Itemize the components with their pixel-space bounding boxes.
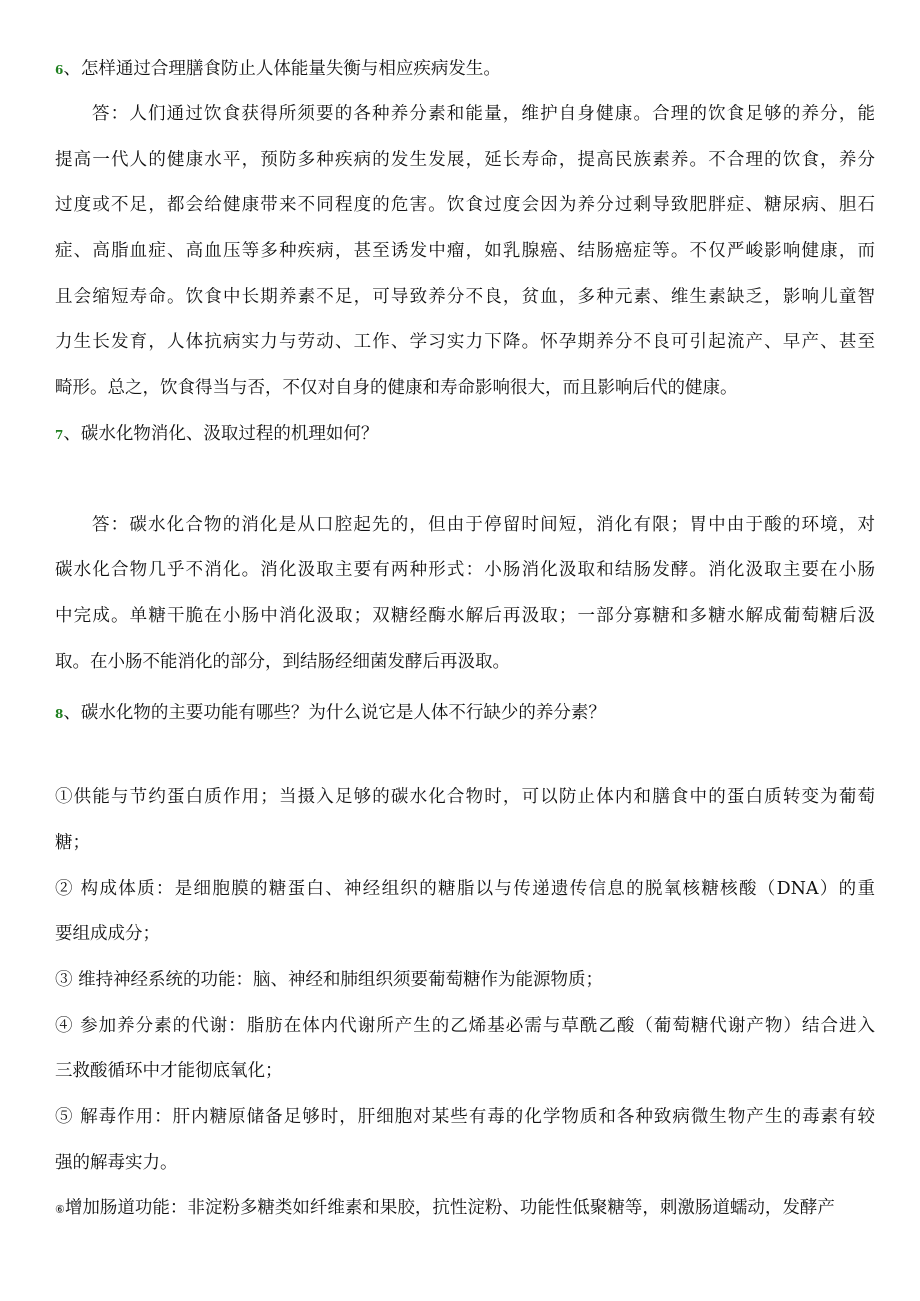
function-item-6-line: [55, 1196, 875, 1222]
function-item-1-line: 糖；: [55, 833, 90, 853]
function-item-3-line: ③ 维持神经系统的功能：脑、神经和肺组织须要葡萄糖作为能源物质；: [55, 970, 604, 990]
answer-line: 且会缩短寿命。饮食中长期养素不足，可导致养分不良，贫血，多种元素、维生素缺乏，影响儿童智: [55, 287, 875, 307]
function-item-2-line: ② 构成体质：是细胞膜的糖蛋白、神经组织的糖脂以与传递遗传信息的脱氧核糖核酸（DNA）的重: [55, 879, 875, 899]
answer-line: 力生长发育，人体抗病实力与劳动、工作、学习实力下降。怀孕期养分不良可引起流产、早产、甚至: [55, 332, 875, 352]
function-item-5-line: 强的解毒实力。: [55, 1153, 178, 1173]
function-item-1-line: ①供能与节约蛋白质作用；当摄入足够的碳水化合物时，可以防止体内和膳食中的蛋白质转变为葡萄: [55, 787, 875, 807]
question-title: 、碳水化物的主要功能有哪些？为什么说它是人体不行缺少的养分素？: [63, 703, 606, 723]
item-6-marker: ⑥: [55, 1203, 65, 1216]
answer-line: 畸形。总之，饮食得当与否，不仅对自身的健康和寿命影响很大，而且影响后代的健康。: [55, 378, 738, 398]
question-number: 7: [55, 428, 64, 442]
question-6-heading: [55, 57, 875, 82]
question-8-heading: [55, 701, 875, 726]
question-number: 8: [55, 707, 64, 721]
answer-line: 过度或不足，都会给健康带来不同程度的危害。饮食过度会因为养分过剩导致肥胖症、糖尿病、胆石: [55, 195, 875, 215]
question-title: 、碳水化物消化、汲取过程的机理如何？: [63, 424, 379, 444]
question-number: 6: [55, 63, 64, 77]
answer-line: 碳水化合物几乎不消化。消化汲取主要有两种形式：小肠消化汲取和结肠发酵。消化汲取主要在小肠: [55, 560, 875, 580]
question-7-heading: [55, 422, 875, 447]
item-6-text: 增加肠道功能：非淀粉多糖类如纤维素和果胶，抗性淀粉、功能性低聚糖等，刺激肠道蠕动，发酵产: [64, 1198, 835, 1218]
function-item-5-line: ⑤ 解毒作用：肝内糖原储备足够时，肝细胞对某些有毒的化学物质和各种致病微生物产生的毒素有较: [55, 1107, 875, 1127]
function-item-4-line: 三救酸循环中才能彻底氧化；: [55, 1061, 283, 1081]
answer-line: 取。在小肠不能消化的部分，到结肠经细菌发酵后再汲取。: [55, 652, 510, 672]
answer-line: 症、高脂血症、高血压等多种疾病，甚至诱发中瘤，如乳腺癌、结肠癌症等。不仅严峻影响健康，而: [55, 241, 875, 261]
answer-line: 提高一代人的健康水平，预防多种疾病的发生发展，延长寿命，提高民族素养。不合理的饮食，养分: [55, 150, 875, 170]
answer-line: 答：碳水化合物的消化是从口腔起先的，但由于停留时间短，消化有限；胃中由于酸的环境，对: [92, 515, 875, 535]
answer-line: 答：人们通过饮食获得所须要的各种养分素和能量，维护自身健康。合理的饮食足够的养分，能: [92, 104, 875, 124]
question-title: 、怎样通过合理膳食防止人体能量失衡与相应疾病发生。: [63, 59, 501, 79]
function-item-2-line: 要组成成分；: [55, 924, 160, 944]
function-item-4-line: ④ 参加养分素的代谢：脂肪在体内代谢所产生的乙烯基必需与草酰乙酸（葡萄糖代谢产物）结合进入: [55, 1016, 875, 1036]
answer-line: 中完成。单糖干脆在小肠中消化汲取；双糖经酶水解后再汲取；一部分寡糖和多糖水解成葡萄糖后汲: [55, 606, 875, 626]
